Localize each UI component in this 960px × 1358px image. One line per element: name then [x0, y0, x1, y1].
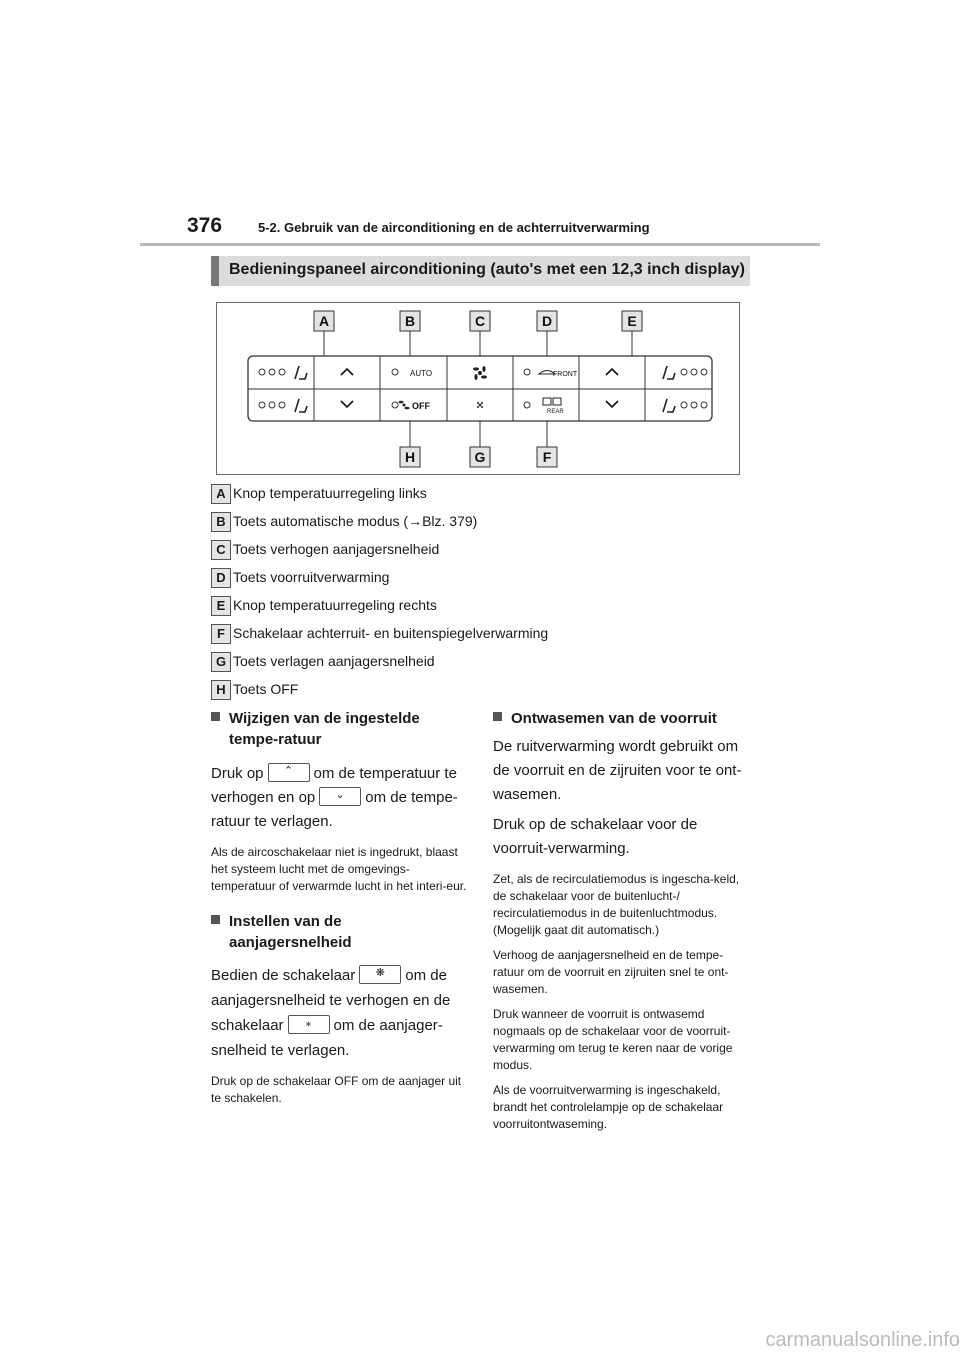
legend-letter: C	[211, 540, 231, 560]
legend-text: Toets verlagen aanjagersnelheid	[233, 653, 435, 669]
watermark: carmanualsonline.info	[765, 1329, 960, 1351]
off-label: OFF	[412, 401, 430, 411]
defog-note-indicator: Als de voorruitverwarming is ingeschakeld, brandt het controlelampje op de schakelaar voorruitontwaseming.	[493, 1083, 724, 1131]
legend-text: Toets voorruitverwarming	[233, 569, 390, 585]
callout-h: H	[404, 449, 416, 465]
fan-low-icon: ⁎	[288, 1015, 330, 1034]
auto-label: AUTO	[410, 369, 433, 378]
legend-text: Toets verhogen aanjagersnelheid	[233, 541, 440, 557]
callout-a: A	[318, 313, 330, 329]
legend-letter: B	[211, 512, 231, 532]
callout-f: F	[542, 449, 552, 465]
legend-text: Toets OFF	[233, 681, 299, 697]
temperature-note: Als de aircoschakelaar niet is ingedrukt, blaast het systeem lucht met de omgevings-temperatuur of verwarmde lucht in het interi-eur.	[211, 845, 467, 893]
left-column	[211, 708, 467, 1107]
legend-letter: D	[211, 568, 231, 588]
legend-letter: A	[211, 484, 231, 504]
legend-letter: E	[211, 596, 231, 616]
off-note: Druk op de schakelaar OFF om de aanjager uit te schakelen.	[211, 1074, 462, 1105]
legend-letter: G	[211, 652, 231, 672]
heading-temperature: Wijzigen van de ingestelde tempe-ratuur	[211, 708, 467, 750]
legend-text: Schakelaar achterruit- en buitenspiegelverwarming	[233, 625, 549, 641]
chevron-down-icon: ⌄	[319, 787, 361, 806]
heading-fan-speed: Instellen van de aanjagersnelheid	[211, 911, 467, 953]
legend-letter: F	[211, 624, 231, 644]
callout-g: G	[474, 449, 486, 465]
legend-text: Knop temperatuurregeling links	[233, 485, 427, 501]
defog-note-recirculation: Zet, als de recirculatiemodus is ingescha-keld, de schakelaar voor de buitenlucht-/ recirculatiemodus in de buitenluchtmodus. (Mogelijk gaat dit automatisch.)	[493, 872, 740, 937]
chapter-title: 5-2. Gebruik van de airconditioning en de achterruitverwarming	[258, 220, 650, 235]
defog-instruction: Druk op de schakelaar voor de voorruit-verwarming.	[493, 816, 698, 857]
rear-label: REAR	[547, 409, 564, 415]
page-number: 376	[187, 214, 223, 237]
callout-c: C	[474, 313, 486, 329]
section-header	[211, 256, 750, 286]
legend-letter: H	[211, 680, 231, 700]
heading-defog: Ontwasemen van de voorruit	[493, 708, 749, 729]
legend-text: Toets automatische modus (→Blz. 379)	[233, 513, 478, 529]
fan-high-icon: ❋	[359, 965, 401, 984]
defog-note-speed: Verhoog de aanjagersnelheid en de tempe-ratuur om de voorruit en zijruiten snel te ont-wasemen.	[493, 948, 729, 996]
defog-intro: De ruitverwarming wordt gebruikt om de voorruit en de zijruiten voor te ont-wasemen.	[493, 738, 742, 803]
control-panel-figure	[216, 302, 740, 475]
callout-e: E	[627, 313, 637, 329]
chevron-up-icon: ⌃	[268, 763, 310, 782]
callout-d: D	[541, 313, 553, 329]
control-panel-diagram	[217, 303, 739, 474]
legend-text: Knop temperatuurregeling rechts	[233, 597, 437, 613]
fan-speed-instruction: Bedien de schakelaar ❋ om de aanjagersnelheid te verhogen en de schakelaar ⁎ om de aanjager- snelheid te verlagen.	[211, 966, 451, 1059]
callout-b: B	[404, 313, 416, 329]
front-label: FRONT	[553, 371, 578, 378]
defog-note-return: Druk wanneer de voorruit is ontwasemd nogmaals op de schakelaar voor de voorruit-verwarming om terug te keren naar de vorige modus.	[493, 1007, 733, 1072]
temperature-instruction: Druk op ⌃ om de temperatuur te verhogen en op ⌄ om de tempe- ratuur te verlagen.	[211, 764, 458, 830]
right-column	[493, 708, 749, 1133]
header-rule	[140, 243, 820, 246]
section-title: Bedieningspaneel airconditioning (auto's met een 12,3 inch display)	[229, 261, 745, 278]
